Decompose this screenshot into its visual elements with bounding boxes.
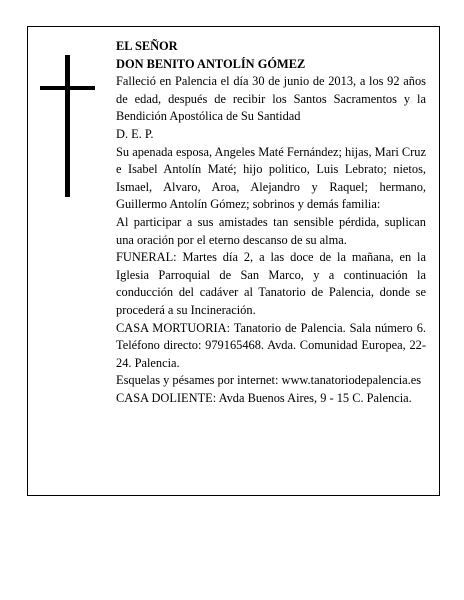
deceased-name: DON BENITO ANTOLÍN GÓMEZ [116, 56, 306, 71]
funeral-details: FUNERAL: Martes día 2, a las doce de la mañana, en la Iglesia Parroquial de San Marco, y a continuación la conducción del cadáver al Tanatorio de Palencia, donde se procederá a su Incineración. [116, 250, 426, 317]
internet-condolences: Esquelas y pésames por internet: www.tanatoriodepalencia.es [116, 373, 422, 388]
dep-line: D. E. P. [116, 126, 154, 141]
death-announcement: Falleció en Palencia el día 30 de junio de 2013, a los 92 años de edad, después de recibir los Santos Sacramentos y la Bendición Apostólica de Su Santidad [116, 74, 426, 124]
prayer-request: Al participar a sus amistades tan sensible pérdida, suplican una oración por el eterno descanso de su alma. [116, 214, 426, 247]
cross-vertical-bar [65, 55, 70, 197]
family-paragraph: Su apenada esposa, Angeles Maté Fernández; hijas, Mari Cruz e Isabel Antolín Maté; hijo politico, Luis Lebrato; nietos, Ismael, Alvaro, Aroa, Alejandro y Raquel; hermano, Guillermo Antolín Gómez; sobrinos y demás familia: [116, 144, 426, 212]
cross-horizontal-bar [40, 86, 95, 90]
mortuary-details: CASA MORTUORIA: Tanatorio de Palencia. Sala número 6. Teléfono directo: 979165468. Avda. Comunidad Europea, 22-24. Palencia. [116, 320, 426, 370]
mourning-house: CASA DOLIENTE: Avda Buenos Aires, 9 - 15 C. Palencia. [116, 390, 412, 405]
heading-title: EL SEÑOR [116, 39, 178, 53]
obituary-text [116, 38, 426, 407]
